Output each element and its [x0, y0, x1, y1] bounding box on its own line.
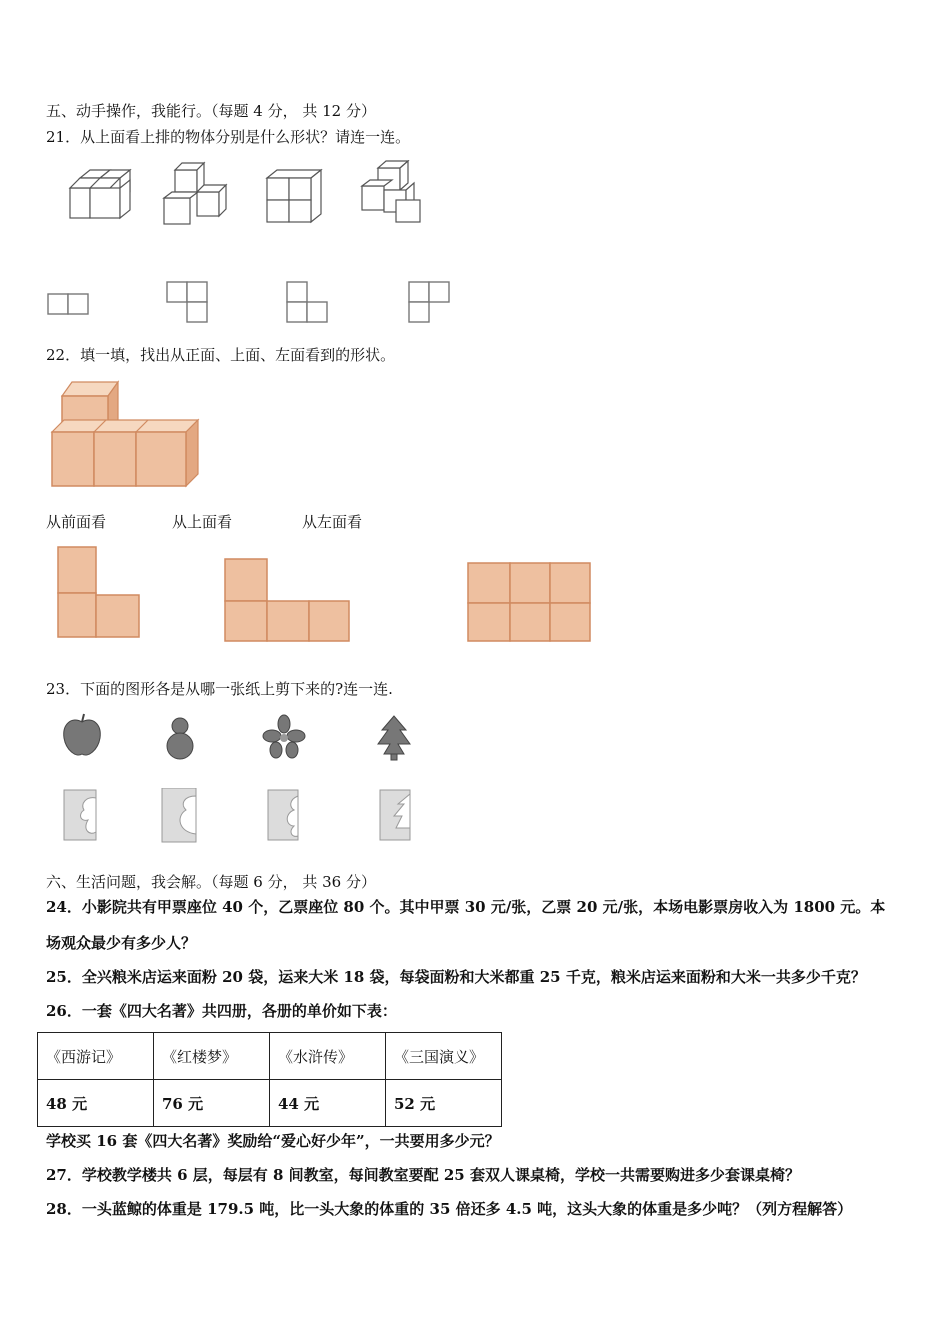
table-header-cell: 《水浒传》	[270, 1033, 386, 1080]
price-table-header-row	[38, 1033, 502, 1080]
q21-view-options	[45, 280, 465, 328]
question-26-followup: 学校买 16 套《四大名著》奖励给“爱心好少年”，一共要用多少元？	[46, 1132, 500, 1150]
question-24-line-2: 场观众最少有多少人？	[46, 934, 197, 952]
q21-view-option-1	[48, 294, 88, 314]
table-header-cell: 《三国演义》	[386, 1033, 502, 1080]
q22-view-left	[468, 563, 590, 641]
q21-view-option-4	[409, 282, 449, 322]
q22-label-front: 从前面看	[46, 513, 107, 531]
q21-cube-figure-4	[362, 161, 420, 222]
q22-views	[56, 545, 616, 645]
q23-paper-pieces	[58, 788, 428, 846]
table-cell: 48 元	[38, 1080, 154, 1127]
price-table	[37, 1032, 502, 1127]
tree-icon	[378, 716, 410, 760]
q23-shapes	[58, 712, 428, 762]
q23-paper-3	[268, 790, 298, 840]
section-5-title: 五、动手操作，我能行。（每题 4 分， 共 12 分）	[46, 102, 376, 120]
question-25: 25．全兴粮米店运来面粉 20 袋，运来大米 18 袋，每袋面粉和大米都重 25 千克，粮米店运来面粉和大米一共多少千克？	[46, 968, 866, 986]
apple-icon	[64, 714, 101, 755]
q23-paper-4	[380, 790, 410, 840]
table-cell: 76 元	[154, 1080, 270, 1127]
table-cell: 44 元	[270, 1080, 386, 1127]
q22-view-front	[58, 547, 139, 637]
q21-cube-figure-2	[164, 163, 226, 224]
question-28: 28．一头蓝鲸的体重是 179.5 吨，比一头大象的体重的 35 倍还多 4.5 吨，这头大象的体重是多少吨？（列方程解答）	[46, 1200, 853, 1218]
question-26: 26．一套《四大名著》共四册，各册的单价如下表：	[46, 1002, 397, 1020]
q21-view-option-3	[287, 282, 327, 322]
table-header-cell: 《西游记》	[38, 1033, 154, 1080]
section-6-title: 六、生活问题，我会解。（每题 6 分， 共 36 分）	[46, 873, 376, 891]
q23-paper-2	[162, 788, 196, 842]
question-22: 22．填一填，找出从正面、上面、左面看到的形状。	[46, 346, 396, 364]
table-header-cell: 《红楼梦》	[154, 1033, 270, 1080]
question-24-line-1: 24．小影院共有甲票座位 40 个，乙票座位 80 个。其中甲票 30 元/张，乙票 20 元/张，本场电影票房收入为 1800 元。本	[46, 898, 886, 916]
question-21: 21．从上面看上排的物体分别是什么形状？请连一连。	[46, 128, 411, 146]
q22-label-top: 从上面看	[172, 513, 233, 531]
q21-cube-figure-1	[70, 170, 130, 218]
q22-cube-solid	[48, 378, 208, 490]
question-23: 23．下面的图形各是从哪一张纸上剪下来的?连一连.	[46, 680, 393, 698]
table-cell: 52 元	[386, 1080, 502, 1127]
q22-view-top	[225, 559, 349, 641]
q23-paper-1	[64, 790, 96, 840]
price-table-value-row	[38, 1080, 502, 1127]
q21-cube-figures	[60, 160, 440, 230]
flower-icon	[263, 715, 305, 758]
q22-label-left: 从左面看	[302, 513, 363, 531]
gourd-icon	[167, 718, 193, 759]
q21-cube-figure-3	[267, 170, 321, 222]
question-27: 27．学校教学楼共 6 层，每层有 8 间教室，每间教室要配 25 套双人课桌椅，学校一共需要购进多少套课桌椅？	[46, 1166, 800, 1184]
q21-view-option-2	[167, 282, 207, 322]
